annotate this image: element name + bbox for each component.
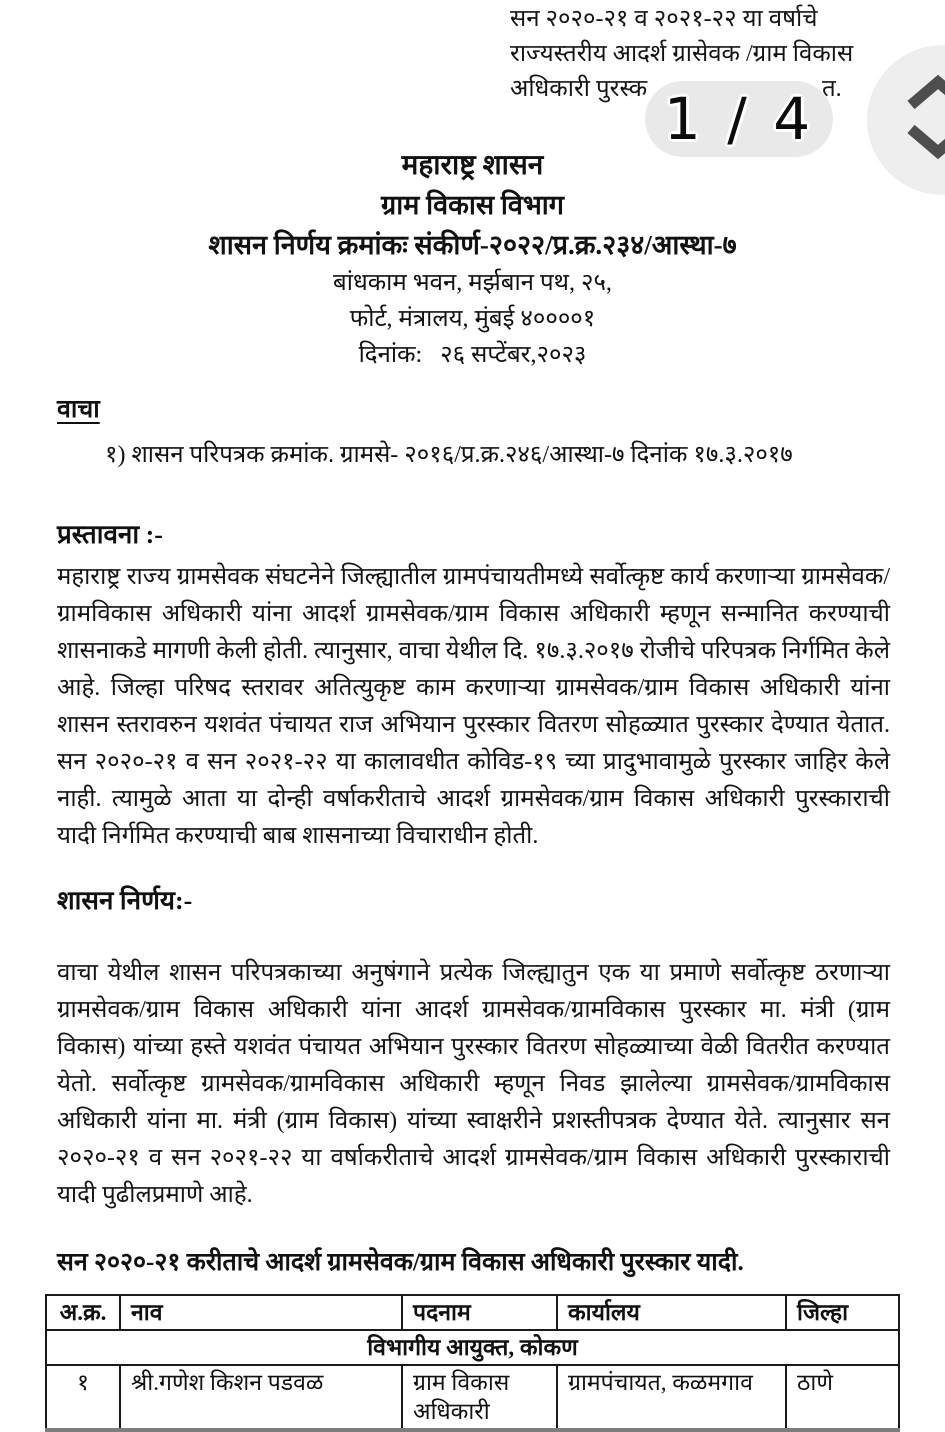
address-line1: बांधकाम भवन, मर्झबान पथ, २५, bbox=[333, 270, 612, 296]
cell-office: ग्रामपंचायत, कळमगाव bbox=[557, 1365, 786, 1430]
table-row bbox=[46, 1365, 899, 1430]
col-header-district: जिल्हा bbox=[786, 1295, 899, 1330]
awards-table-header-row bbox=[46, 1295, 899, 1330]
col-header-office: कार्यालय bbox=[557, 1295, 786, 1330]
address-line2: फोर्ट, मंत्रालय, मुंबई ४००००१ bbox=[349, 306, 596, 332]
department-title: ग्राम विकास विभाग bbox=[380, 190, 565, 220]
read-item-1: १) शासन परिपत्रक क्रमांक. ग्रामसे- २०१६/प्र.क्र.२४६/आस्था-७ दिनांक १७.३.२०१७ bbox=[105, 442, 793, 468]
cell-district: ठाणे bbox=[786, 1365, 899, 1430]
letterhead bbox=[0, 146, 945, 373]
cell-designation: ग्राम विकास अधिकारी bbox=[402, 1365, 557, 1430]
preamble-paragraph: महाराष्ट्र राज्य ग्रामसेवक संघटनेने जिल्ह्यातील ग्रामपंचायतीमध्ये सर्वोत्कृष्ट कार्य करणाऱ्या ग्रामसेवक/ग्रामविकास अधिकारी यांना आदर्श ग्रामसेवक/ग्राम विकास अधिकारी म्हणून सन्मानित करण्याची शासनाकडे मागणी केली होती. त्यानुसार, वाचा येथील दि. १७.३.२०१७ रोजीचे परिपत्रक निर्गमित केले आहे. जिल्हा परिषद स्तरावर अतित्युकृष्ट काम करणाऱ्या ग्रामसेवक/ग्राम विकास अधिकारी यांना शासन स्तरावरुन यशवंत पंचायत राज अभियान पुरस्कार वितरण सोहळ्यात पुरस्कार देण्यात येतात. सन २०२०-२१ व सन २०२१-२२ या कालावधीत कोविड-१९ च्या प्रादुभावामुळे पुरस्कार जाहिर केले नाही. त्यामुळे आता या दोन्ही वर्षाकरीताचे आदर्श ग्रामसेवक/ग्राम विकास अधिकारी पुरस्काराची यादी निर्गमित करण्याची बाब शासनाच्या विचाराधीन होती. bbox=[57, 564, 891, 849]
government-title: महाराष्ट्र शासन bbox=[401, 150, 544, 181]
section-row-label: विभागीय आयुक्त, कोकण bbox=[46, 1330, 899, 1365]
decision-heading: शासन निर्णय:- bbox=[57, 886, 193, 915]
document-content bbox=[0, 373, 945, 1432]
awards-table-section-row bbox=[46, 1330, 899, 1365]
header-note-line2: राज्यस्तरीय आदर्श ग्रासेवक /ग्राम विकास bbox=[510, 41, 854, 67]
page-indicator-label: 1 / 4 bbox=[663, 85, 815, 153]
col-header-name: नाव bbox=[120, 1295, 402, 1330]
header-note-line1: सन २०२०-२१ व २०२१-२२ या वर्षाचे bbox=[510, 6, 818, 32]
awards-table bbox=[45, 1294, 900, 1432]
page-indicator-pill bbox=[645, 81, 833, 157]
cell-srno: १ bbox=[46, 1365, 120, 1430]
decision-paragraph: वाचा येथील शासन परिपत्रकाच्या अनुषंगाने प्रत्येक जिल्ह्यातुन एक या प्रमाणे सर्वोत्कृष्ट ठरणाऱ्या ग्रामसेवक/ग्राम विकास अधिकारी यांना आदर्श ग्रामसेवक/ग्रामविकास पुरस्कार मा. मंत्री (ग्राम विकास) यांच्या हस्ते यशवंत पंचायत अभियान पुरस्कार वितरण सोहळ्याच्या वेळी वितरीत करण्यात येतो. सर्वोत्कृष्ट ग्रामसेवक/ग्रामविकास अधिकारी म्हणून निवड झालेल्या ग्रामसेवक/ग्रामविकास अधिकारी यांना मा. मंत्री (ग्राम विकास) यांच्या स्वाक्षरीने प्रशस्तीपत्रक देण्यात येते. त्यानुसार सन २०२०-२१ व सन २०२१-२२ या वर्षाकरीताचे आदर्श ग्रामसेवक/ग्राम विकास अधिकारी पुरस्काराची यादी पुढीलप्रमाणे आहे. bbox=[57, 960, 890, 1208]
col-header-designation: पदनाम bbox=[402, 1295, 557, 1330]
chevron-up-icon[interactable] bbox=[911, 82, 945, 105]
col-header-srno: अ.क्र. bbox=[46, 1295, 120, 1330]
award-list-title: सन २०२०-२१ करीताचे आदर्श ग्रामसेवक/ग्राम विकास अधिकारी पुरस्कार यादी. bbox=[57, 1249, 744, 1276]
read-section-heading: वाचा bbox=[57, 396, 100, 423]
preamble-heading: प्रस्तावना :- bbox=[57, 520, 163, 549]
header-note-line3-left: अधिकारी पुरस्क bbox=[510, 76, 648, 102]
date-line: दिनांक: २६ सप्टेंबर,२०२३ bbox=[358, 342, 587, 368]
header-note-line3-right: त. bbox=[822, 76, 842, 102]
chevron-down-icon[interactable] bbox=[911, 129, 945, 152]
scroll-chevrons bbox=[905, 73, 945, 169]
cell-name: श्री.गणेश किशन पडवळ bbox=[120, 1365, 402, 1430]
gr-number-line: शासन निर्णय क्रमांकः संकीर्ण-२०२२/प्र.क्र.२३४/आस्था-७ bbox=[208, 230, 737, 260]
